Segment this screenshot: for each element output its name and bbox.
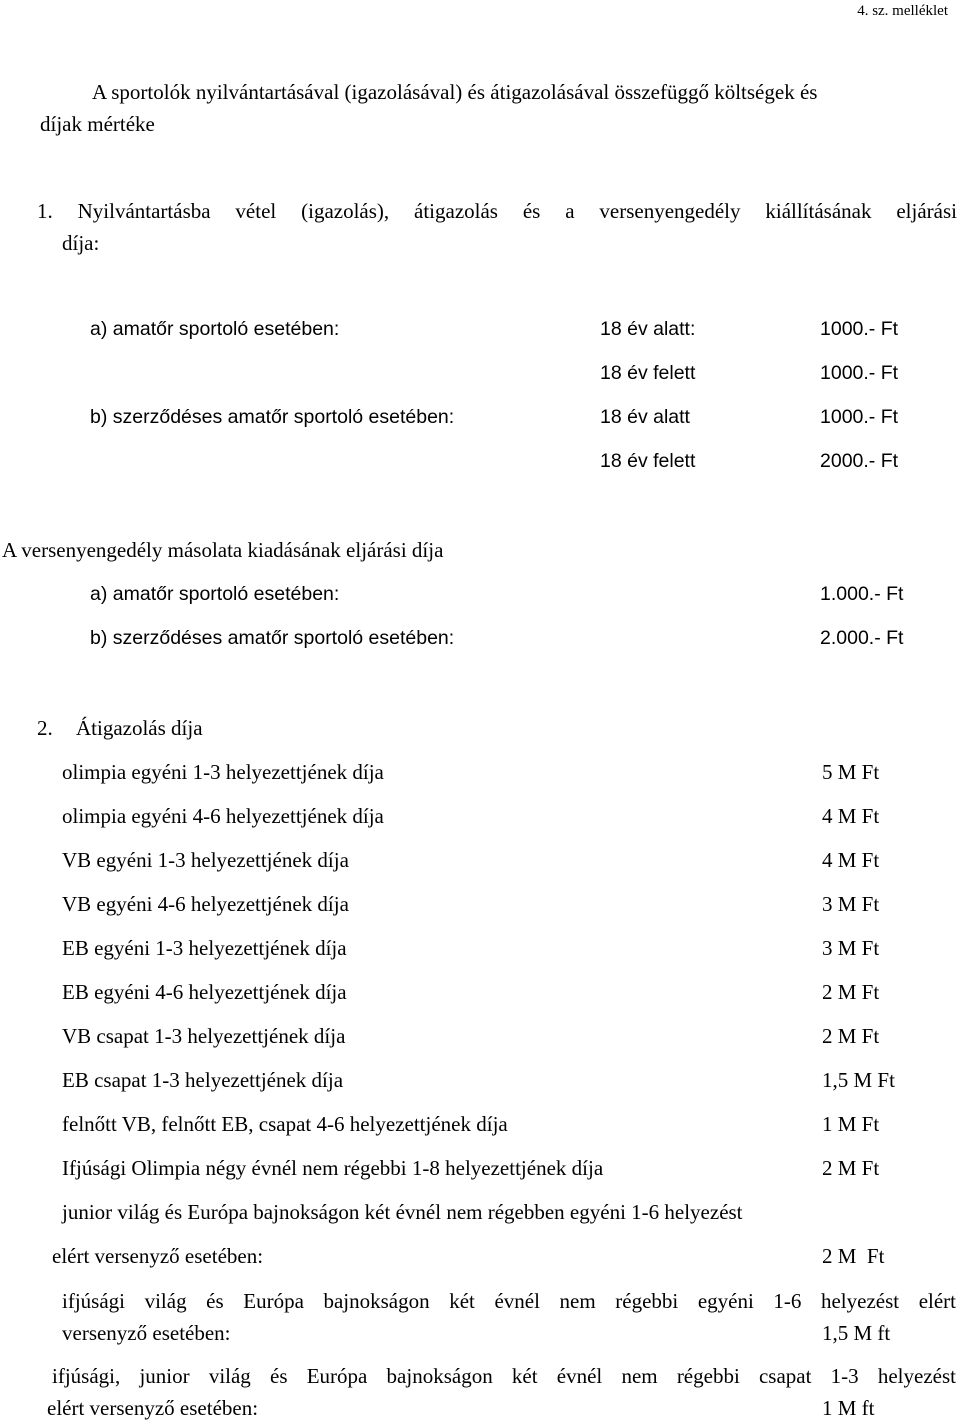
youth-team-fee-amount: 1 M ft: [822, 1396, 875, 1420]
youth-team-fee-line-1: ifjúsági, junior világ és Európa bajnokságon két évnél nem régebbi csapat 1-3 helyezést: [52, 1364, 956, 1388]
transfer-fee-amount: 4 M Ft: [822, 848, 880, 872]
transfer-fee-label: VB egyéni 4-6 helyezettjének díja: [62, 892, 349, 916]
fee-age-over-18: 18 év felett: [600, 362, 696, 384]
fee-amount: 1000.- Ft: [820, 318, 899, 340]
transfer-fee-amount: 2 M Ft: [822, 1024, 880, 1048]
transfer-fee-amount: 1 M Ft: [822, 1112, 880, 1136]
copy-fee-heading: A versenyengedély másolata kiadásának eljárási díja: [2, 538, 444, 562]
transfer-fee-amount: 5 M Ft: [822, 760, 880, 784]
transfer-fee-label: felnőtt VB, felnőtt EB, csapat 4-6 helyezettjének díja: [62, 1112, 508, 1136]
page-title-line-1: A sportolók nyilvántartásával (igazolásával) és átigazolásával összefüggő költségek és: [92, 80, 818, 104]
transfer-fee-amount: 2 M Ft: [822, 980, 880, 1004]
transfer-fee-amount: 1,5 M Ft: [822, 1068, 895, 1092]
section2-heading: Átigazolás díja: [76, 716, 203, 740]
transfer-fee-amount: 2 M Ft: [822, 1156, 880, 1180]
transfer-fee-label: EB egyéni 4-6 helyezettjének díja: [62, 980, 347, 1004]
section2-heading-number: 2.: [37, 716, 53, 740]
youth-fee-line-1: ifjúsági világ és Európa bajnokságon két évnél nem régebbi egyéni 1-6 helyezést elért: [62, 1289, 956, 1313]
transfer-fee-label: VB csapat 1-3 helyezettjének díja: [62, 1024, 346, 1048]
fee-amount: 1000.- Ft: [820, 406, 899, 428]
junior-fee-line-2: elért versenyző esetében:: [52, 1244, 264, 1268]
fee-age-over-18: 18 év felett: [600, 450, 696, 472]
copy-fee-category-amateur: a) amatőr sportoló esetében:: [90, 583, 340, 605]
transfer-fee-label: EB egyéni 1-3 helyezettjének díja: [62, 936, 347, 960]
fee-age-under-18: 18 év alatt:: [600, 318, 696, 340]
transfer-fee-label: Ifjúsági Olimpia négy évnél nem régebbi 1-8 helyezettjének díja: [62, 1156, 604, 1180]
page-title-line-2: díjak mértéke: [40, 112, 155, 136]
fee-amount: 1000.- Ft: [820, 362, 899, 384]
section1-heading-line-2: díja:: [62, 231, 100, 255]
transfer-fee-amount: 4 M Ft: [822, 804, 880, 828]
copy-fee-category-contract: b) szerződéses amatőr sportoló esetében:: [90, 627, 455, 649]
youth-fee-line-2: versenyző esetében:: [62, 1321, 231, 1345]
youth-team-fee-line-2: elért versenyző esetében:: [47, 1396, 259, 1420]
section1-heading-line-1: 1. Nyilvántartásba vétel (igazolás), átigazolás és a versenyengedély kiállításának eljárási: [37, 199, 957, 223]
fee-amount: 2000.- Ft: [820, 450, 899, 472]
transfer-fee-amount: 3 M Ft: [822, 936, 880, 960]
copy-fee-amount: 1.000.- Ft: [820, 583, 904, 605]
transfer-fee-amount: 3 M Ft: [822, 892, 880, 916]
copy-fee-amount: 2.000.- Ft: [820, 627, 904, 649]
transfer-fee-label: olimpia egyéni 1-3 helyezettjének díja: [62, 760, 384, 784]
fee-age-under-18: 18 év alatt: [600, 406, 690, 428]
fee-category-contract-amateur: b) szerződéses amatőr sportoló esetében:: [90, 406, 455, 428]
annex-label: 4. sz. melléklet: [857, 3, 948, 19]
transfer-fee-label: VB egyéni 1-3 helyezettjének díja: [62, 848, 349, 872]
junior-fee-amount: 2 M Ft: [822, 1244, 885, 1268]
transfer-fee-label: olimpia egyéni 4-6 helyezettjének díja: [62, 804, 384, 828]
fee-category-amateur: a) amatőr sportoló esetében:: [90, 318, 340, 340]
youth-fee-amount: 1,5 M ft: [822, 1321, 891, 1345]
junior-fee-line-1: junior világ és Európa bajnokságon két évnél nem régebben egyéni 1-6 helyezést: [62, 1200, 743, 1224]
transfer-fee-label: EB csapat 1-3 helyezettjének díja: [62, 1068, 344, 1092]
